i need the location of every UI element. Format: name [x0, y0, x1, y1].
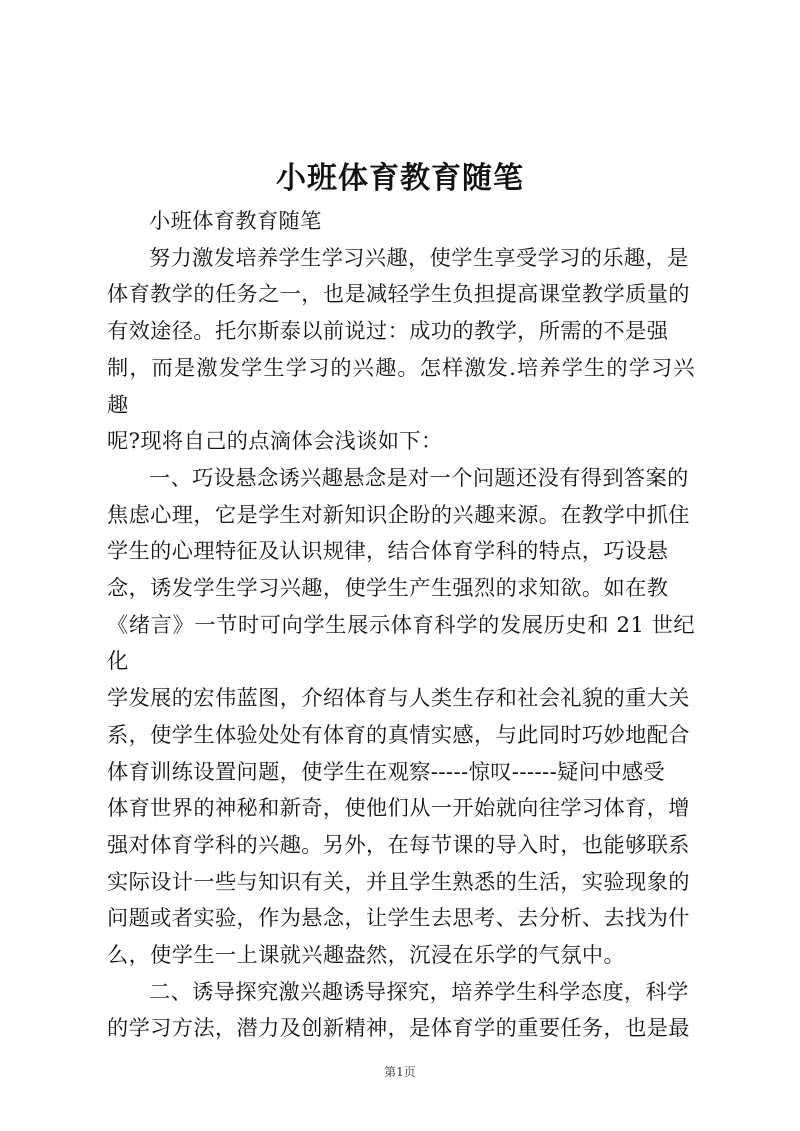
paragraph-line: 的学习方法，潜力及创新精神，是体育学的重要任务，也是最	[107, 1015, 690, 1041]
paragraph-line: 呢?现将自己的点滴体会浅谈如下：	[107, 428, 443, 454]
paragraph-line: 《绪言》一节时可向学生展示体育科学的发展历史和 21 世纪化	[107, 611, 695, 674]
paragraph-line: 努力激发培养学生学习兴趣，使学生享受学习的乐趣，是	[149, 244, 689, 270]
paragraph-line: 体育教学的任务之一，也是减轻学生负担提高课堂教学质量的	[107, 281, 690, 307]
subtitle-paragraph	[107, 203, 695, 240]
paragraph-line: 体育训练设置问题，使学生在观察-----惊叹------疑问中感受	[107, 758, 666, 784]
paragraph-line: 焦虑心理，它是学生对新知识企盼的兴趣来源。在教学中抓住	[107, 501, 690, 527]
paragraph-line: 实际设计一些与知识有关，并且学生熟悉的生活，实验现象的	[107, 868, 690, 894]
paragraph-line: 一、巧设悬念诱兴趣悬念是对一个问题还没有得到答案的	[149, 464, 689, 490]
paragraph-line: 制，而是激发学生学习的兴趣。怎样激发.培养学生的学习兴趣	[107, 354, 695, 417]
paragraph-line: 学发展的宏伟蓝图，介绍体育与人类生存和社会礼貌的重大关	[107, 685, 690, 711]
paragraph-line: 体育世界的神秘和新奇，使他们从一开始就向往学习体育，增	[107, 795, 690, 821]
paragraph-line: 问题或者实验，作为悬念，让学生去思考、去分析、去找为什	[107, 905, 690, 931]
paragraph-line: 么，使学生一上课就兴趣盎然，沉浸在乐学的气氛中。	[107, 942, 626, 968]
document-body	[107, 203, 695, 1047]
paragraph-section-one	[107, 460, 695, 974]
paragraph-line: 系，使学生体验处处有体育的真情实感，与此同时巧妙地配合	[107, 721, 690, 747]
page-number-footer: 第1页	[384, 1065, 416, 1079]
paragraph-line: 学生的心理特征及认识规律，结合体育学科的特点，巧设悬	[107, 538, 669, 564]
document-subtitle: 小班体育教育随笔	[149, 208, 322, 233]
paragraph-section-two	[107, 974, 695, 1047]
document-title: 小班体育教育随笔	[276, 161, 524, 196]
paragraph-line: 有效途径。托尔斯泰以前说过：成功的教学，所需的不是强	[107, 318, 669, 344]
paragraph-line: 念，诱发学生学习兴趣，使学生产生强烈的求知欲。如在教	[107, 575, 669, 601]
paragraph-line: 强对体育学科的兴趣。另外，在每节课的导入时，也能够联系	[107, 831, 690, 857]
paragraph-intro	[107, 240, 695, 460]
paragraph-line: 二、诱导探究激兴趣诱导探究，培养学生科学态度，科学	[149, 978, 689, 1004]
